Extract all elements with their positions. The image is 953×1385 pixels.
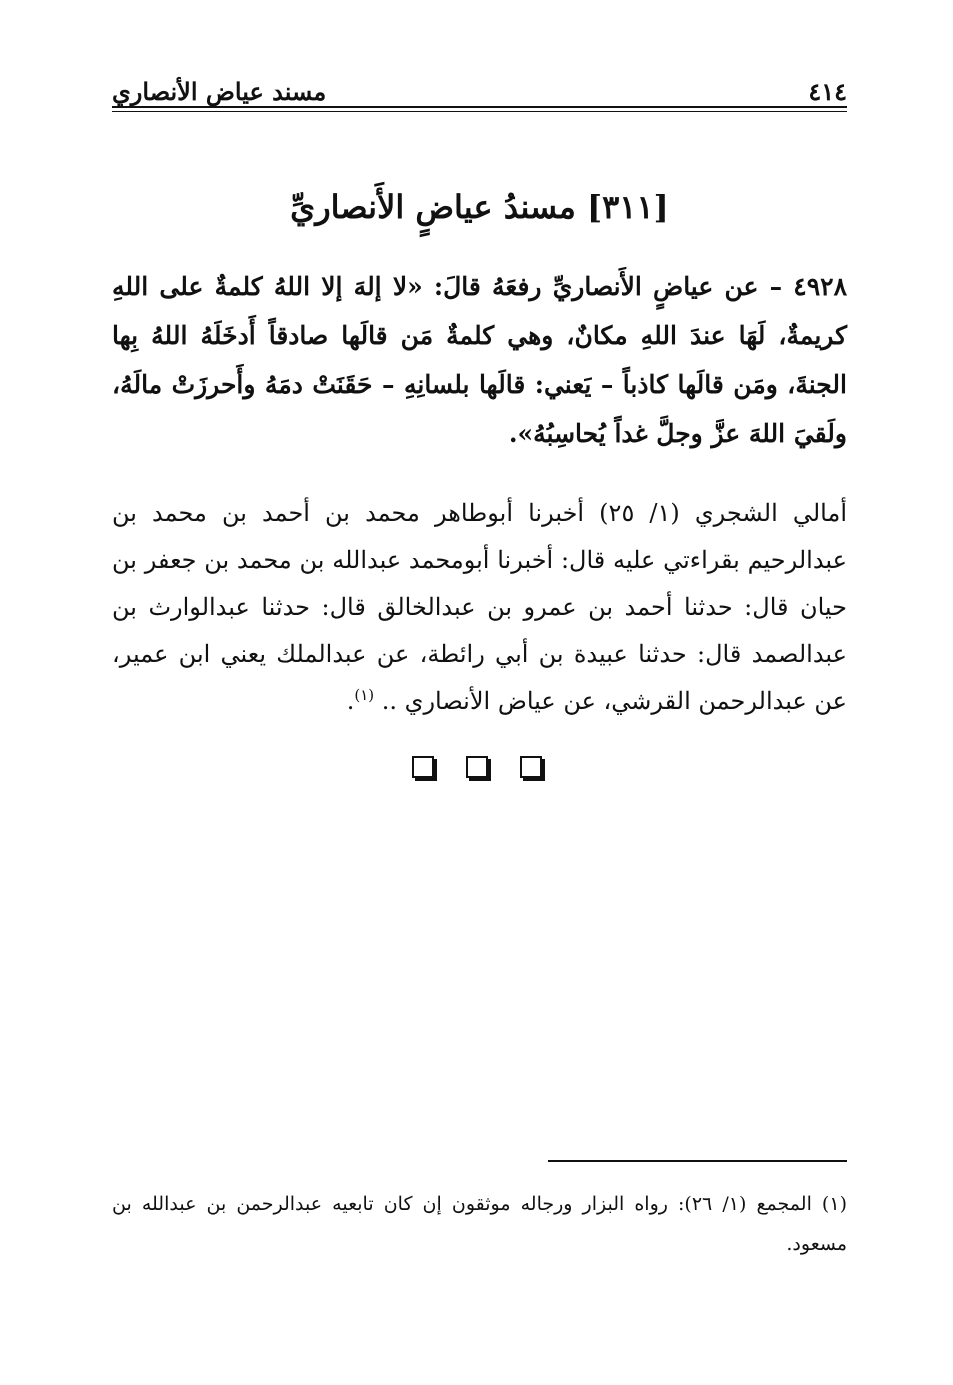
section-title: [٣١١] مسندُ عياضٍ الأَنصاريِّ — [290, 188, 669, 226]
footnote-rule — [548, 1160, 847, 1162]
isnad-text: أمالي الشجري (١/ ٢٥) أخبرنا أبوطاهر محمد بن أحمد بن محمد بن عبدالرحيم بقراءتي عليه قال: أخبرنا أبومحمد عبدالله بن محمد بن جعفر بن حيان قال: حدثنا أحمد بن عمرو بن عبدالخالق قال: حدثنا عبدالوارث بن عبدالصمد قال: حدثنا عبيدة بن أبي رائطة، عن عبدالملك يعني ابن عمير، عن عبدالرحمن القرشي، عن عياض الأنصاري .. — [112, 499, 847, 715]
running-header — [112, 66, 847, 106]
separator-square-icon — [520, 756, 542, 778]
footnote-reference[interactable]: (١) — [354, 686, 375, 704]
hadith-paragraph: ٤٩٢٨ – عن عياضٍ الأَنصاريِّ رفعَهُ قالَ: «لا إلهَ إلا اللهُ كلمةٌ على اللهِ كريمةٌ، لَهَا عندَ اللهِ مكانٌ، وهي كلمةٌ مَن قالَها صادقاً أَدخَلَهُ اللهُ بِها الجنةَ، ومَن قالَها كاذباً – يَعني: قالَها بلسانِهِ – حَقَنَتْ دمَهُ وأَحرزَتْ مالَهُ، ولَقيَ اللهَ عزَّ وجلَّ غداً يُحاسِبُهُ». — [112, 272, 847, 448]
isnad-paragraph — [112, 490, 847, 725]
page-number: ٤١٤ — [808, 77, 847, 106]
section-separator — [0, 756, 953, 778]
isnad-end: . — [346, 687, 355, 715]
header-rule-thin — [112, 111, 847, 112]
header-rule — [112, 106, 847, 108]
footnote: (١) المجمع (١/ ٢٦): رواه البزار ورجاله موثقون إن كان تابعيه عبدالرحمن بن عبدالله بن مسعود. — [112, 1193, 847, 1255]
running-title: مسند عياض الأنصاري — [112, 77, 327, 106]
separator-square-icon — [466, 756, 488, 778]
separator-square-icon — [412, 756, 434, 778]
